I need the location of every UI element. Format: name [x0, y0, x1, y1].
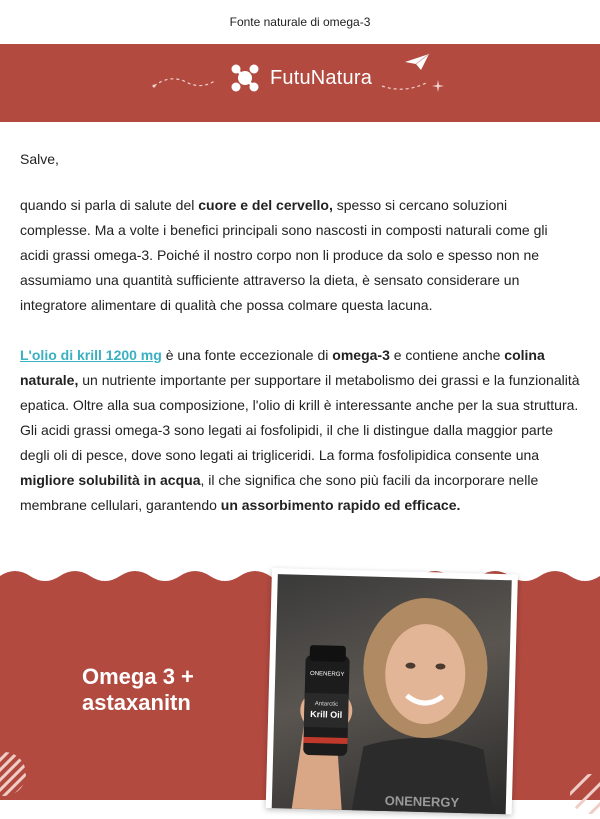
product-text-c: e contiene anche [389, 347, 505, 363]
product-photo [272, 574, 512, 814]
shirt-text: ONENERGY [384, 793, 460, 810]
bottle-name-label: Krill Oil [310, 709, 343, 720]
intro-text-cont: spesso si cercano soluzioni complesse. Ma a volte i benefici principali sono nascosti in composti naturali come gli acidi grassi omega-3. Poiché il nostro corpo non li produce da solo e spesso non ne assumiamo una quantità sufficiente attraverso la dieta, è sensato considerare un integratore alimentare di qualità che possa colmare questa lacuna. [20, 197, 548, 313]
striped-circle-decoration [0, 744, 26, 804]
product-bold-solubility: migliore solubilità in acqua [20, 472, 201, 488]
banner-title [82, 664, 194, 716]
molecule-logo-icon [228, 61, 262, 95]
intro-text: quando si parla di salute del [20, 197, 199, 213]
brand-name: FutuNatura [269, 66, 373, 89]
product-photo-frame [266, 568, 518, 814]
bottle-sub-label: Antarctic [314, 701, 339, 708]
preheader [0, 0, 600, 44]
greeting: Salve, [20, 151, 59, 167]
woman-holding-bottle-illustration [272, 574, 512, 814]
preheader-text: Fonte naturale di omega-3 [229, 15, 371, 29]
email-body [0, 147, 600, 518]
product-bold-absorption: un assorbimento rapido ed efficace. [220, 497, 461, 513]
brand-header [0, 44, 600, 122]
bottle-brand-label: ONENERGY [309, 671, 345, 678]
krill-oil-link[interactable]: L'olio di krill 1200 mg [20, 347, 162, 363]
product-paragraph [20, 343, 580, 518]
product-bold-omega: omega-3 [332, 347, 390, 363]
intro-bold: cuore e del cervello, [198, 197, 333, 213]
product-banner[interactable] [0, 568, 600, 810]
header-wave-divider [0, 108, 600, 124]
intro-paragraph [20, 193, 580, 318]
brand-logo[interactable] [228, 61, 372, 95]
product-text-d: un nutriente importante per supportare il metabolismo dei grassi e la funzionalità epatica. Oltre alla sua composizione, l'olio di krill è interessante anche per la sua struttura. Gli acidi grassi omega-3 sono legati ai fosfolipidi, il che li distingue dalla maggior parte degli oli di pesce, dove sono legati ai trigliceridi. La forma fosfolipidica consente una [20, 372, 580, 463]
product-bold-colina: colina naturale, [20, 347, 545, 388]
banner-title-line2: astaxanitn [82, 690, 191, 715]
striped-circle-decoration-right [560, 764, 600, 804]
product-text-e: , il che significa che sono più facili da incorporare nelle membrane cellulari, garantendo [20, 472, 539, 513]
banner-title-line1: Omega 3 + [82, 664, 194, 689]
product-text-a: è una fonte eccezionale di [161, 347, 333, 363]
